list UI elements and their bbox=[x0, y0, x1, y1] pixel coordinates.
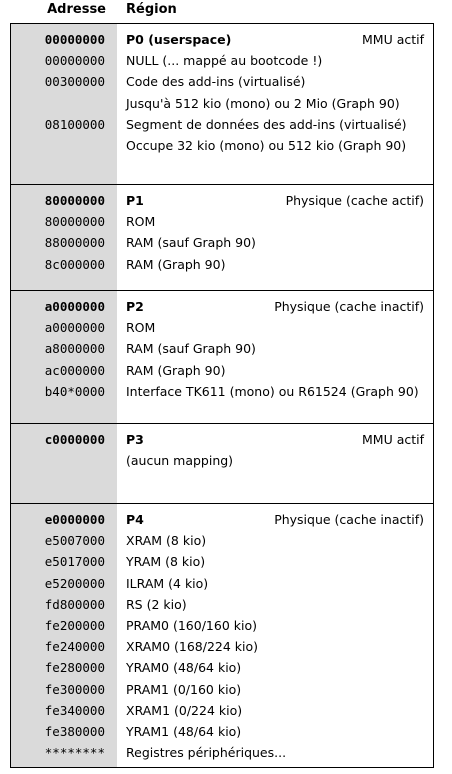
region-title: P2 bbox=[126, 299, 144, 314]
address-cell: 80000000 bbox=[44, 193, 105, 208]
region-section-p1 bbox=[11, 184, 433, 291]
region-header-row bbox=[11, 296, 433, 317]
region-note: Physique (cache actif) bbox=[285, 193, 424, 208]
header-address: Adresse bbox=[47, 2, 106, 17]
region-description: XRAM (8 kio) bbox=[126, 533, 207, 549]
region-note: MMU actif bbox=[362, 32, 424, 47]
address-cell: fe200000 bbox=[44, 618, 105, 633]
region-description: Registres périphériques... bbox=[126, 745, 287, 761]
region-row bbox=[11, 360, 433, 381]
region-row bbox=[11, 50, 433, 71]
region-row bbox=[11, 338, 433, 359]
address-cell: e5007000 bbox=[44, 533, 105, 549]
region-header-row bbox=[11, 429, 433, 450]
address-cell: fe280000 bbox=[44, 660, 105, 676]
region-description: PRAM1 (0/160 kio) bbox=[126, 681, 242, 697]
region-row bbox=[11, 679, 433, 700]
region-row bbox=[11, 657, 433, 678]
region-row bbox=[11, 594, 433, 615]
region-description: ILRAM (4 kio) bbox=[126, 575, 209, 591]
region-title: P0 (userspace) bbox=[126, 32, 232, 47]
region-row bbox=[11, 615, 433, 636]
region-row bbox=[11, 450, 433, 471]
region-description: RAM (Graph 90) bbox=[126, 362, 226, 378]
region-row bbox=[11, 381, 433, 402]
region-header-row bbox=[11, 509, 433, 530]
address-cell: fe300000 bbox=[44, 681, 105, 697]
region-description: RS (2 kio) bbox=[126, 596, 187, 612]
region-note: Physique (cache inactif) bbox=[274, 512, 424, 527]
region-section-p4 bbox=[11, 503, 433, 770]
region-row bbox=[11, 700, 433, 721]
memory-map-table bbox=[10, 23, 434, 768]
region-row bbox=[11, 573, 433, 594]
address-cell: 80000000 bbox=[44, 214, 105, 230]
address-cell: e0000000 bbox=[44, 512, 105, 527]
region-description: Jusqu'à 512 kio (mono) ou 2 Mio (Graph 90) bbox=[126, 95, 400, 111]
region-row bbox=[11, 254, 433, 275]
region-row bbox=[11, 742, 433, 763]
region-description: ROM bbox=[126, 214, 156, 230]
region-description: Segment de données des add-ins (virtualisé) bbox=[126, 116, 407, 132]
region-description: YRAM1 (48/64 kio) bbox=[126, 724, 242, 739]
address-cell: 00000000 bbox=[44, 53, 105, 69]
address-cell: e5017000 bbox=[44, 554, 105, 570]
address-cell: a8000000 bbox=[44, 341, 105, 357]
region-note: Physique (cache inactif) bbox=[274, 299, 424, 314]
address-cell: b40*0000 bbox=[44, 383, 105, 399]
region-note: MMU actif bbox=[362, 432, 424, 447]
address-cell: ******** bbox=[44, 745, 105, 761]
address-cell: 00000000 bbox=[44, 32, 105, 47]
region-description: XRAM0 (168/224 kio) bbox=[126, 639, 259, 655]
region-title: P1 bbox=[126, 193, 144, 208]
region-row bbox=[11, 135, 433, 156]
region-section-p3 bbox=[11, 423, 433, 504]
region-row bbox=[11, 71, 433, 92]
address-cell: fe340000 bbox=[44, 702, 105, 718]
address-cell: fe380000 bbox=[44, 724, 105, 739]
region-row bbox=[11, 317, 433, 338]
address-cell: 08100000 bbox=[44, 116, 105, 132]
region-description: RAM (sauf Graph 90) bbox=[126, 341, 256, 357]
address-cell: a0000000 bbox=[44, 320, 105, 336]
region-section-p2 bbox=[11, 290, 433, 424]
region-row bbox=[11, 551, 433, 572]
address-cell: fd800000 bbox=[44, 596, 105, 612]
region-description: (aucun mapping) bbox=[126, 453, 234, 469]
region-description: RAM (sauf Graph 90) bbox=[126, 235, 256, 251]
region-section-p0 bbox=[11, 24, 433, 184]
address-cell: ac000000 bbox=[44, 362, 105, 378]
region-description: YRAM (8 kio) bbox=[126, 554, 206, 570]
region-description: RAM (Graph 90) bbox=[126, 256, 226, 272]
address-cell: 88000000 bbox=[44, 235, 105, 251]
region-title: P4 bbox=[126, 512, 144, 527]
region-header-row bbox=[11, 29, 433, 50]
region-description: XRAM1 (0/224 kio) bbox=[126, 702, 243, 718]
region-description: ROM bbox=[126, 320, 156, 336]
address-cell: a0000000 bbox=[44, 299, 105, 314]
region-description: Occupe 32 kio (mono) ou 512 kio (Graph 90) bbox=[126, 138, 407, 153]
region-description: YRAM0 (48/64 kio) bbox=[126, 660, 242, 676]
region-description: NULL (... mappé au bootcode !) bbox=[126, 53, 323, 69]
region-description: PRAM0 (160/160 kio) bbox=[126, 618, 257, 633]
header-region: Région bbox=[126, 2, 177, 17]
region-row bbox=[11, 114, 433, 135]
region-row bbox=[11, 232, 433, 253]
region-row bbox=[11, 721, 433, 742]
region-header-row bbox=[11, 190, 433, 211]
region-title: P3 bbox=[126, 432, 144, 447]
region-row bbox=[11, 93, 433, 114]
region-row bbox=[11, 530, 433, 551]
address-cell: e5200000 bbox=[44, 575, 105, 591]
region-description: Code des add-ins (virtualisé) bbox=[126, 74, 306, 90]
region-row bbox=[11, 636, 433, 657]
region-row bbox=[11, 211, 433, 232]
address-cell: 00300000 bbox=[44, 74, 105, 90]
address-cell: 8c000000 bbox=[44, 256, 105, 272]
address-cell: c0000000 bbox=[44, 432, 105, 447]
address-cell: fe240000 bbox=[44, 639, 105, 655]
region-description: Interface TK611 (mono) ou R61524 (Graph 90) bbox=[126, 383, 419, 399]
